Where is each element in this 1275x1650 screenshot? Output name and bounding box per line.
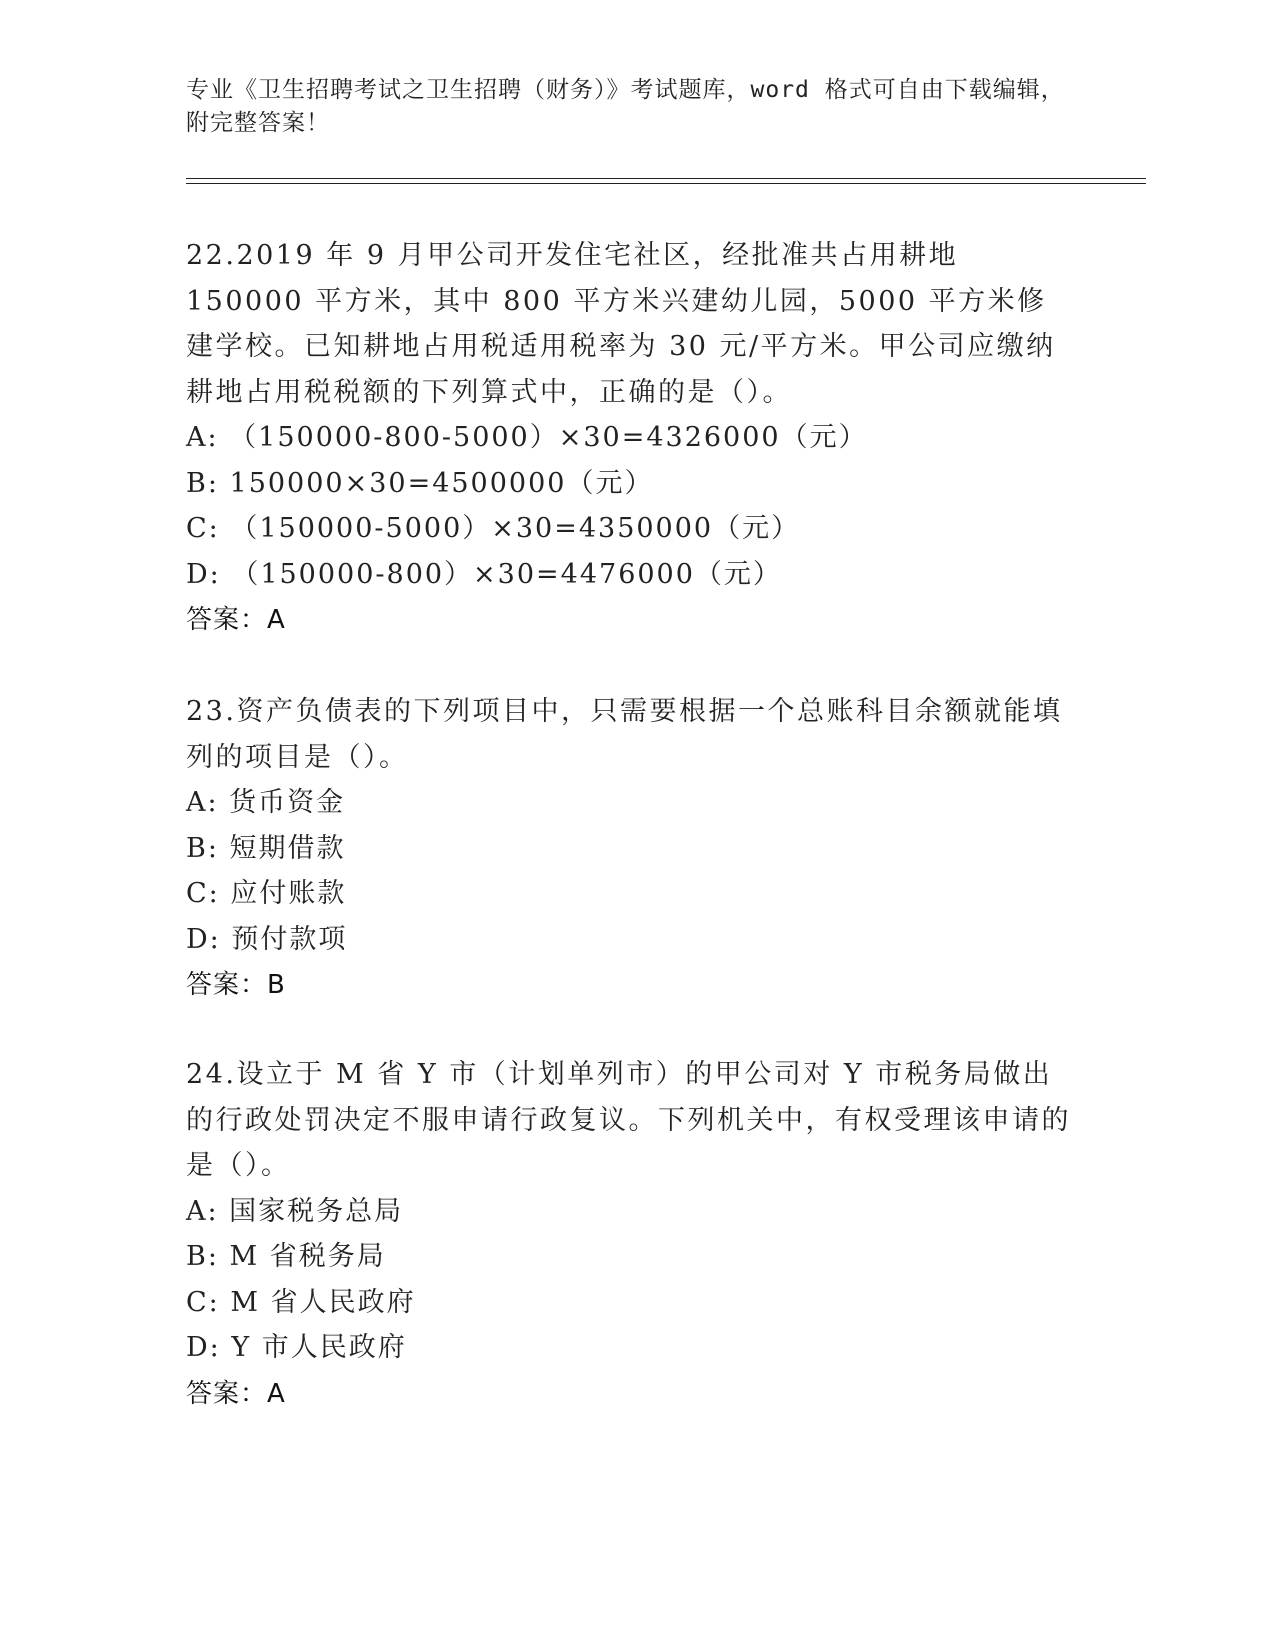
answer-label: 答案：A <box>186 605 286 635</box>
question-23 <box>186 689 1076 1008</box>
option-d: D: （150000-800）×30=4476000（元） <box>186 558 782 590</box>
option-b: B: M 省税务局 <box>186 1241 386 1272</box>
option-b: B: 短期借款 <box>186 832 346 864</box>
header-rule-bottom <box>186 183 1146 184</box>
question-stem: 23.资产负债表的下列项目中，只需要根据一个总账科目余额就能填列的项目是（）。 <box>186 696 1063 773</box>
document-header: 专业《卫生招聘考试之卫生招聘（财务）》考试题库，word 格式可自由下载编辑，附完整答案！ <box>186 77 1065 136</box>
header-rule-top <box>186 178 1146 179</box>
answer-label: 答案：B <box>186 970 286 1000</box>
option-c: C: （150000-5000）×30=4350000（元） <box>186 513 801 544</box>
option-a: A: 国家税务总局 <box>186 1195 404 1227</box>
answer-label: 答案：A <box>186 1378 286 1409</box>
question-stem: 24.设立于 M 省 Y 市（计划单列市）的甲公司对 Y 市税务局做出的行政处罚决定不服申请行政复议。下列机关中，有权受理该申请的是（）。 <box>186 1059 1071 1181</box>
option-d: D: 预付款项 <box>186 923 348 955</box>
option-c: C: 应付账款 <box>186 878 347 909</box>
option-b: B: 150000×30=4500000（元） <box>186 467 654 499</box>
option-a: A: （150000-800-5000）×30=4326000（元） <box>186 422 868 453</box>
option-c: C: M 省人民政府 <box>186 1286 416 1318</box>
option-a: A: 货币资金 <box>186 787 346 818</box>
question-stem: 22.2019 年 9 月甲公司开发住宅社区，经批准共占用耕地 150000 平方米，其中 800 平方米兴建幼儿园，5000 平方米修建学校。已知耕地占用税适用税率为 30 元/平方米。甲公司应缴纳耕地占用税税额的下列算式中，正确的是（）。 <box>186 240 1056 408</box>
question-22 <box>186 233 1076 643</box>
option-d: D: Y 市人民政府 <box>186 1332 407 1363</box>
question-24 <box>186 1052 1076 1417</box>
